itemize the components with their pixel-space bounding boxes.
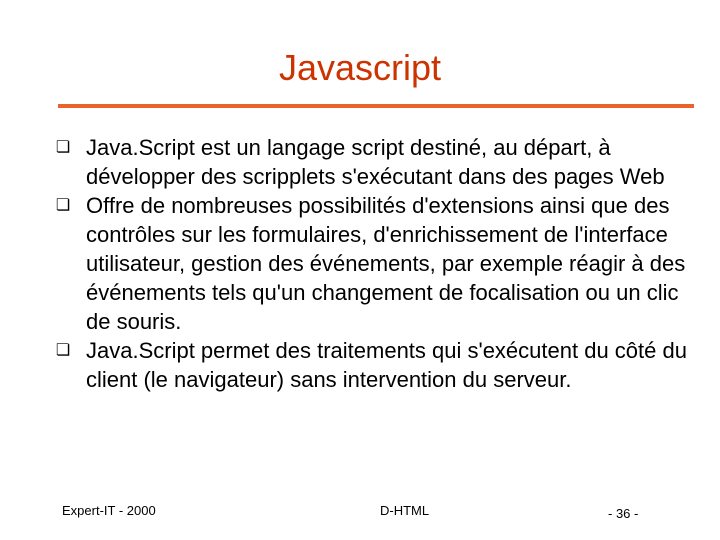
bullet-item bbox=[52, 336, 692, 394]
page-number: - 36 - bbox=[608, 506, 639, 521]
hollow-square-bullet-icon: ❏ bbox=[55, 342, 71, 359]
bullet-text: Java.Script est un langage script destiné, au départ, à développer des scripplets s'exécutant dans des pages Web bbox=[86, 135, 665, 189]
footer-left-text: Expert-IT - 2000 bbox=[62, 503, 156, 518]
hollow-square-bullet-icon: ❏ bbox=[55, 197, 71, 214]
bullet-item bbox=[52, 191, 692, 336]
slide-title: Javascript bbox=[278, 47, 442, 88]
title-divider bbox=[58, 104, 694, 108]
bullet-text: Java.Script permet des traitements qui s'exécutent du côté du client (le navigateur) sans intervention du serveur. bbox=[86, 338, 687, 392]
bullet-text: Offre de nombreuses possibilités d'extensions ainsi que des contrôles sur les formulaires, d'enrichissement de l'interface utilisateur, gestion des événements, par exemple réagir à des événements tels qu'un changement de focalisation ou un clic de souris. bbox=[86, 193, 686, 334]
footer-center-text: D-HTML bbox=[380, 503, 430, 518]
hollow-square-bullet-icon: ❏ bbox=[55, 139, 71, 156]
bullet-item bbox=[52, 133, 692, 191]
bullet-list bbox=[52, 133, 692, 394]
